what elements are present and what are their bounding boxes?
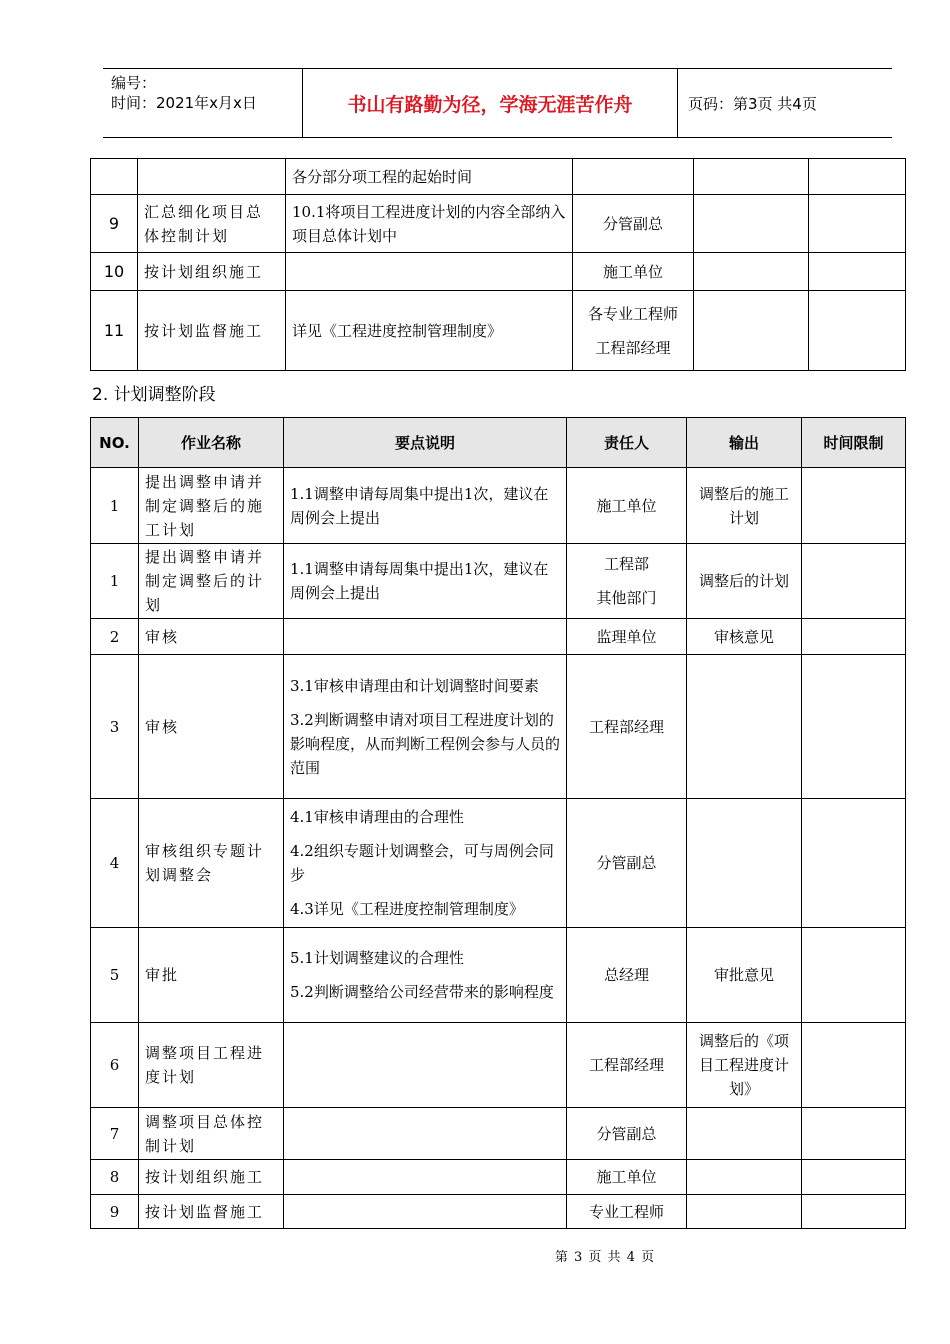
owner-text: 分管副总 [602, 214, 663, 233]
key-point-text: 1.1调整申请每周集中提出1次，建议在周例会上提出 [290, 484, 549, 527]
header-meta [103, 69, 303, 137]
header-no: NO. [91, 418, 139, 468]
time-limit [809, 159, 906, 195]
page-footer [0, 1246, 950, 1265]
row-number: 9 [91, 195, 138, 253]
row-number: 2 [91, 619, 139, 655]
key-points [284, 1023, 567, 1108]
table-row [91, 619, 906, 655]
output: 审核意见 [687, 619, 802, 655]
output [687, 655, 802, 799]
key-points [284, 468, 567, 544]
output: 调整后的施工计划 [687, 468, 802, 544]
owner [567, 1023, 687, 1108]
key-point-text: 4.2组织专题计划调整会，可与周例会同步 [290, 842, 554, 884]
key-points [286, 195, 573, 253]
key-point-text: 4.3详见《工程进度控制管理制度》 [290, 900, 524, 918]
task-name: 汇总细化项目总体控制计划 [138, 195, 286, 253]
owner-text: 施工单位 [602, 262, 663, 281]
output [694, 253, 809, 291]
task-name: 审核 [139, 655, 284, 799]
owner-text: 施工单位 [596, 1168, 657, 1186]
key-points [284, 799, 567, 928]
task-name: 提出调整申请并制定调整后的施工计划 [139, 468, 284, 544]
owner-text: 分管副总 [596, 854, 657, 872]
task-name: 调整项目总体控制计划 [139, 1108, 284, 1160]
row-number: 6 [91, 1023, 139, 1108]
task-name: 按计划组织施工 [139, 1160, 284, 1195]
header-output: 输出 [687, 418, 802, 468]
table-row [91, 468, 906, 544]
section-title: 2. 计划调整阶段 [92, 385, 216, 405]
header-motto: 书山有路勤为径，学海无涯苦作舟 [303, 69, 678, 137]
task-name: 提出调整申请并制定调整后的计划 [139, 544, 284, 619]
table-row [91, 1160, 906, 1195]
header-owner: 责任人 [567, 418, 687, 468]
time-limit [802, 468, 906, 544]
row-number: 11 [91, 291, 138, 371]
time-limit [802, 1195, 906, 1229]
owner-text: 监理单位 [596, 627, 657, 646]
row-number: 7 [91, 1108, 139, 1160]
owner [567, 928, 687, 1023]
owner-text: 工程部 [603, 555, 649, 573]
row-number: 8 [91, 1160, 139, 1195]
output [687, 1195, 802, 1229]
table-row [91, 1195, 906, 1229]
header-key-points: 要点说明 [284, 418, 567, 468]
row-number: 1 [91, 468, 139, 544]
key-points [284, 619, 567, 655]
owner-text: 施工单位 [596, 496, 657, 515]
time-limit [802, 928, 906, 1023]
time-limit [809, 195, 906, 253]
table-row [91, 1023, 906, 1108]
owner [573, 195, 694, 253]
key-points [284, 655, 567, 799]
key-point-text: 各分部分项工程的起始时间 [292, 167, 473, 186]
key-point-text: 5.2判断调整给公司经营带来的影响程度 [290, 983, 554, 1001]
owner [567, 619, 687, 655]
output: 审批意见 [687, 928, 802, 1023]
task-name: 按计划监督施工 [138, 291, 286, 371]
key-points [286, 253, 573, 291]
owner-text: 工程部经理 [588, 717, 664, 736]
plan-adjustment-table [90, 417, 906, 1229]
owner-text: 其他部门 [596, 589, 657, 607]
output [694, 159, 809, 195]
owner-text: 分管副总 [596, 1124, 657, 1143]
task-name: 按计划组织施工 [138, 253, 286, 291]
key-points [286, 159, 573, 195]
table-row [91, 928, 906, 1023]
table-row [91, 159, 906, 195]
owner [573, 291, 694, 371]
key-point-text: 1.1调整申请每周集中提出1次，建议在周例会上提出 [290, 560, 549, 602]
output: 调整后的计划 [687, 544, 802, 619]
row-number [91, 159, 138, 195]
time-limit [802, 1160, 906, 1195]
time-limit [802, 655, 906, 799]
output [694, 195, 809, 253]
process-table-continued [90, 158, 906, 371]
owner [567, 544, 687, 619]
task-name: 审核组织专题计划调整会 [139, 799, 284, 928]
owner-text: 各专业工程师 [587, 304, 678, 323]
time-limit [809, 253, 906, 291]
owner-text: 工程部经理 [588, 1056, 664, 1074]
table-row [91, 253, 906, 291]
page-header [103, 68, 892, 138]
output [687, 1160, 802, 1195]
owner-text: 专业工程师 [588, 1202, 664, 1221]
key-point-text: 4.1审核申请理由的合理性 [290, 808, 464, 826]
time-limit [802, 799, 906, 928]
owner [567, 1108, 687, 1160]
owner-text: 总经理 [603, 966, 649, 984]
table1-body [91, 159, 906, 371]
task-name: 审批 [139, 928, 284, 1023]
table2-body [91, 468, 906, 1229]
key-points [286, 291, 573, 371]
row-number: 10 [91, 253, 138, 291]
output [694, 291, 809, 371]
key-point-text: 3.2判断调整申请对项目工程进度计划的影响程度，从而判断工程例会参与人员的范围 [290, 710, 561, 777]
header-task-name: 作业名称 [139, 418, 284, 468]
owner [567, 468, 687, 544]
row-number: 3 [91, 655, 139, 799]
table-row [91, 291, 906, 371]
key-points [284, 1195, 567, 1229]
output [687, 799, 802, 928]
task-name [138, 159, 286, 195]
row-number: 1 [91, 544, 139, 619]
header-time-limit: 时间限制 [802, 418, 906, 468]
key-points [284, 1160, 567, 1195]
number-label: 编号： [111, 74, 157, 92]
owner-text: 工程部经理 [595, 338, 671, 357]
owner [567, 799, 687, 928]
owner [567, 655, 687, 799]
table-header-row [91, 418, 906, 468]
time-limit [802, 1108, 906, 1160]
task-name: 调整项目工程进度计划 [139, 1023, 284, 1108]
key-points [284, 928, 567, 1023]
owner [573, 159, 694, 195]
key-point-text: 10.1将项目工程进度计划的内容全部纳入项目总体计划中 [292, 202, 566, 245]
key-point-text: 3.1审核申请理由和计划调整时间要素 [290, 676, 539, 695]
owner [567, 1195, 687, 1229]
time-label: 时间：2021年x月x日 [111, 94, 257, 112]
time-limit [802, 1023, 906, 1108]
header-page-label: 页码：第3页 共4页 [688, 94, 817, 113]
key-points [284, 1108, 567, 1160]
key-point-text: 详见《工程进度控制管理制度》 [292, 321, 503, 340]
row-number: 5 [91, 928, 139, 1023]
output [687, 1108, 802, 1160]
footer-page-number: 第 3 页 共 4 页 [554, 1250, 656, 1265]
output: 调整后的《项目工程进度计划》 [687, 1023, 802, 1108]
task-name: 审核 [139, 619, 284, 655]
task-name: 按计划监督施工 [139, 1195, 284, 1229]
owner [567, 1160, 687, 1195]
key-points [284, 544, 567, 619]
key-point-text: 5.1计划调整建议的合理性 [290, 949, 464, 967]
row-number: 4 [91, 799, 139, 928]
table-row [91, 1108, 906, 1160]
time-limit [802, 544, 906, 619]
table-row [91, 655, 906, 799]
table-row [91, 544, 906, 619]
owner [573, 253, 694, 291]
table-row [91, 195, 906, 253]
table-row [91, 799, 906, 928]
time-limit [802, 619, 906, 655]
row-number: 9 [91, 1195, 139, 1229]
time-limit [809, 291, 906, 371]
